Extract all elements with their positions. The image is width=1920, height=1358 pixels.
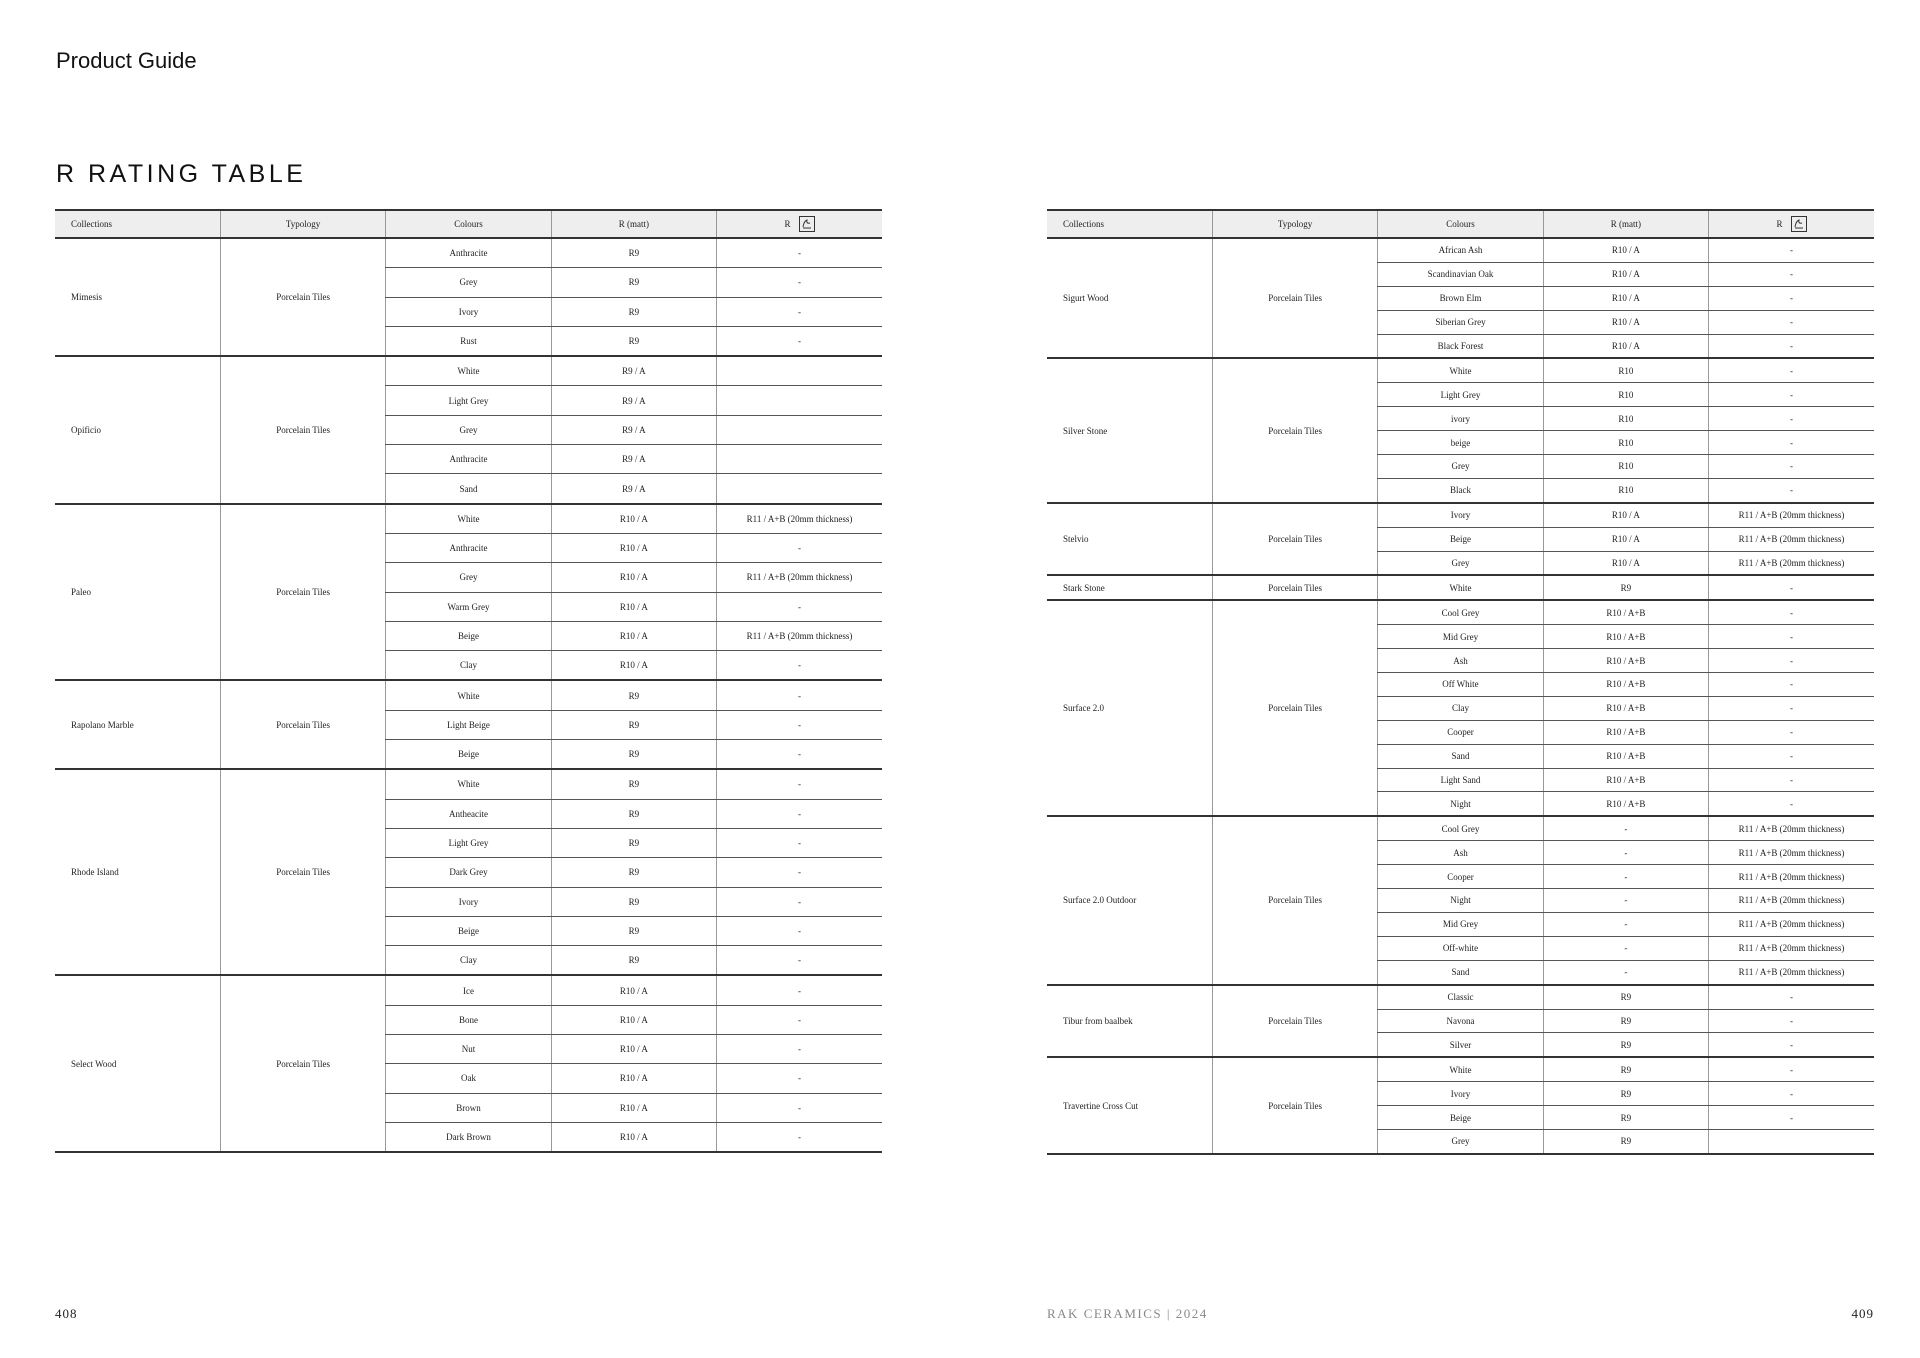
r-shield-cell: - (1709, 673, 1874, 697)
colour-cell: Ivory (386, 297, 551, 326)
r-matt-cell: R9 (551, 858, 716, 887)
typology: Porcelain Tiles (220, 356, 385, 503)
colour-cell: Classic (1378, 985, 1543, 1009)
r-matt-cell: - (1543, 912, 1708, 936)
r-matt-cell: R9 (1543, 1009, 1708, 1033)
r-matt-cell: R9 (1543, 1057, 1708, 1081)
collection-name: Tibur from baalbek (1047, 985, 1212, 1058)
r-shield-cell: - (1709, 696, 1874, 720)
r-shield-cell (717, 474, 882, 504)
r-shield-cell: R11 / A+B (20mm thickness) (1709, 889, 1874, 913)
r-matt-cell: R9 (551, 946, 716, 976)
r-shield-cell (717, 415, 882, 444)
r-matt-cell: R9 (551, 799, 716, 828)
r-matt-cell: R10 / A (551, 651, 716, 681)
r-rating-table-right (1047, 209, 1874, 1155)
r-shield-cell: R11 / A+B (20mm thickness) (717, 621, 882, 650)
r-shield-cell: R11 / A+B (20mm thickness) (1709, 960, 1874, 984)
r-matt-cell: R9 (1543, 1129, 1708, 1153)
r-matt-cell: R9 (1543, 575, 1708, 600)
r-matt-cell: R10 / A (551, 975, 716, 1005)
r-matt-cell: R9 / A (551, 474, 716, 504)
r-shield-cell: - (1709, 1033, 1874, 1057)
colour-cell: Silver (1378, 1033, 1543, 1057)
col-header-r-matt: R (matt) (1543, 210, 1708, 238)
colour-cell: Cooper (1378, 720, 1543, 744)
r-shield-cell: - (717, 828, 882, 857)
colour-cell: Beige (386, 916, 551, 945)
r-shield-cell (717, 356, 882, 386)
r-shield-cell: - (1709, 575, 1874, 600)
colour-cell: White (386, 769, 551, 799)
r-matt-cell: R9 (551, 326, 716, 356)
r-matt-cell: R10 (1543, 455, 1708, 479)
r-shield-cell: - (717, 651, 882, 681)
r-shield-cell: - (1709, 286, 1874, 310)
table-row (55, 504, 882, 534)
colour-cell: Light Beige (386, 710, 551, 739)
r-shield-cell: - (717, 946, 882, 976)
colour-cell: Beige (386, 740, 551, 770)
r-matt-cell: - (1543, 816, 1708, 840)
r-matt-cell: R10 / A (551, 533, 716, 562)
r-shield-cell: - (717, 1035, 882, 1064)
r-matt-cell: R10 / A (1543, 286, 1708, 310)
r-matt-cell: - (1543, 841, 1708, 865)
col-header-collections: Collections (1047, 210, 1212, 238)
colour-cell: Beige (1378, 527, 1543, 551)
colour-cell: Grey (1378, 551, 1543, 575)
r-shield-cell: - (1709, 238, 1874, 262)
r-matt-cell: R9 (1543, 985, 1708, 1009)
r-shield-cell: - (1709, 744, 1874, 768)
r-shield-cell: R11 / A+B (20mm thickness) (1709, 912, 1874, 936)
r-shield-cell: R11 / A+B (20mm thickness) (1709, 936, 1874, 960)
r-shield-cell: - (1709, 383, 1874, 407)
r-matt-cell: R9 (551, 680, 716, 710)
collection-name: Rapolano Marble (55, 680, 220, 769)
r-matt-cell: R10 / A+B (1543, 625, 1708, 649)
r-matt-cell: R10 / A (551, 563, 716, 592)
r-matt-cell: R10 / A (551, 621, 716, 650)
r-matt-cell: R10 / A (551, 1093, 716, 1122)
r-shield-cell (717, 386, 882, 415)
colour-cell: Ash (1378, 649, 1543, 673)
r-matt-cell: R10 / A (551, 592, 716, 621)
r-matt-cell: R10 / A+B (1543, 600, 1708, 624)
collection-name: Sigurt Wood (1047, 238, 1212, 358)
colour-cell: Cool Grey (1378, 816, 1543, 840)
r-shield-cell: - (717, 1093, 882, 1122)
r-matt-cell: R9 (1543, 1106, 1708, 1130)
footer-brand: RAK CERAMICS | 2024 (1047, 1306, 1208, 1321)
colour-cell: Black Forest (1378, 334, 1543, 358)
r-matt-cell: R10 / A+B (1543, 792, 1708, 816)
colour-cell: Light Sand (1378, 768, 1543, 792)
r-shield-cell: - (717, 858, 882, 887)
colour-cell: Anthracite (386, 533, 551, 562)
r-matt-cell: R10 / A+B (1543, 696, 1708, 720)
r-shield-cell: - (1709, 649, 1874, 673)
r-matt-cell: R9 (551, 297, 716, 326)
col-header-colours: Colours (386, 210, 551, 238)
r-matt-cell: R10 (1543, 407, 1708, 431)
colour-cell: Mid Grey (1378, 912, 1543, 936)
colour-cell: Ivory (386, 887, 551, 916)
colour-cell: Mid Grey (1378, 625, 1543, 649)
col-header-r-matt: R (matt) (551, 210, 716, 238)
collection-name: Opificio (55, 356, 220, 503)
r-matt-cell: R10 / A (1543, 527, 1708, 551)
colour-cell: White (1378, 575, 1543, 600)
r-matt-cell: R10 / A (1543, 551, 1708, 575)
collection-name: Surface 2.0 Outdoor (1047, 816, 1212, 984)
collection-name: Stelvio (1047, 503, 1212, 576)
colour-cell: Grey (386, 415, 551, 444)
r-shield-cell: - (1709, 334, 1874, 358)
r-shield-cell: - (1709, 625, 1874, 649)
colour-cell: Brown Elm (1378, 286, 1543, 310)
r-shield-cell: R11 / A+B (20mm thickness) (1709, 816, 1874, 840)
r-shield-cell: - (1709, 358, 1874, 382)
r-matt-cell: R10 / A (1543, 503, 1708, 527)
colour-cell: Scandinavian Oak (1378, 262, 1543, 286)
r-rating-table-left (55, 209, 882, 1153)
r-shield-cell: - (1709, 407, 1874, 431)
r-shield-cell: R11 / A+B (20mm thickness) (1709, 503, 1874, 527)
r-matt-cell: R10 / A+B (1543, 720, 1708, 744)
colour-cell: Off White (1378, 673, 1543, 697)
r-shield-cell: - (717, 975, 882, 1005)
table-row (1047, 503, 1874, 527)
colour-cell: Cool Grey (1378, 600, 1543, 624)
table-row (1047, 600, 1874, 624)
typology: Porcelain Tiles (1212, 503, 1377, 576)
r-matt-cell: R10 / A+B (1543, 768, 1708, 792)
r-matt-cell: R10 / A (1543, 238, 1708, 262)
r-matt-cell: R9 (551, 828, 716, 857)
r-matt-cell: R9 (551, 268, 716, 297)
colour-cell: Ash (1378, 841, 1543, 865)
r-shield-cell: - (1709, 1057, 1874, 1081)
table-row (1047, 358, 1874, 382)
colour-cell: Clay (386, 946, 551, 976)
r-shield-cell: - (1709, 792, 1874, 816)
r-shield-cell: - (1709, 310, 1874, 334)
r-shield-cell: R11 / A+B (20mm thickness) (1709, 841, 1874, 865)
typology: Porcelain Tiles (1212, 1057, 1377, 1154)
colour-cell: Ice (386, 975, 551, 1005)
col-header-r-shield (1709, 210, 1874, 238)
r-shield-cell: R11 / A+B (20mm thickness) (717, 563, 882, 592)
r-matt-cell: R9 (551, 710, 716, 739)
colour-cell: Grey (1378, 1129, 1543, 1153)
r-shield-cell: - (717, 326, 882, 356)
colour-cell: Ivory (1378, 1082, 1543, 1106)
r-shield-cell: R11 / A+B (20mm thickness) (1709, 865, 1874, 889)
r-shield-cell: R11 / A+B (20mm thickness) (1709, 527, 1874, 551)
r-matt-cell: R10 / A+B (1543, 673, 1708, 697)
typology: Porcelain Tiles (220, 680, 385, 769)
r-matt-cell: R10 / A (551, 1005, 716, 1034)
colour-cell: Sand (386, 474, 551, 504)
r-matt-cell: R10 / A (551, 1122, 716, 1152)
colour-cell: Off-white (1378, 936, 1543, 960)
table-row (55, 680, 882, 710)
table-row (55, 975, 882, 1005)
colour-cell: Anthracite (386, 238, 551, 268)
r-matt-cell: - (1543, 889, 1708, 913)
r-matt-cell: R9 (551, 769, 716, 799)
colour-cell: Siberian Grey (1378, 310, 1543, 334)
r-shield-cell: R11 / A+B (20mm thickness) (717, 504, 882, 534)
r-shield-cell: - (1709, 600, 1874, 624)
table-row (55, 238, 882, 268)
colour-cell: Grey (386, 563, 551, 592)
r-shield-cell: - (1709, 768, 1874, 792)
colour-cell: Sand (1378, 744, 1543, 768)
r-matt-cell: R10 / A (1543, 262, 1708, 286)
r-shield-cell (1709, 1129, 1874, 1153)
page-number-left: 408 (55, 1306, 78, 1321)
section-title: R RATING TABLE (56, 160, 307, 188)
typology: Porcelain Tiles (1212, 238, 1377, 358)
colour-cell: Antheacite (386, 799, 551, 828)
r-matt-cell: - (1543, 936, 1708, 960)
typology: Porcelain Tiles (220, 769, 385, 975)
colour-cell: African Ash (1378, 238, 1543, 262)
table-row (1047, 1057, 1874, 1081)
r-shield-cell: - (717, 769, 882, 799)
typology: Porcelain Tiles (220, 504, 385, 681)
r-shield-cell: - (1709, 262, 1874, 286)
collection-name: Surface 2.0 (1047, 600, 1212, 816)
colour-cell: White (386, 356, 551, 386)
r-matt-cell: R9 / A (551, 356, 716, 386)
r-shield-cell: - (717, 680, 882, 710)
collection-name: Paleo (55, 504, 220, 681)
colour-cell: White (386, 680, 551, 710)
page-number-right: 409 (1851, 1306, 1874, 1321)
r-matt-cell: R10 (1543, 478, 1708, 502)
table-row (55, 356, 882, 386)
collection-name: Stark Stone (1047, 575, 1212, 600)
colour-cell: Dark Brown (386, 1122, 551, 1152)
r-shield-cell: - (1709, 1106, 1874, 1130)
col-header-collections: Collections (55, 210, 220, 238)
colour-cell: Grey (386, 268, 551, 297)
collection-name: Select Wood (55, 975, 220, 1152)
r-matt-cell: R9 (1543, 1082, 1708, 1106)
table-header-row (55, 210, 882, 238)
table-row (1047, 575, 1874, 600)
table-row (1047, 238, 1874, 262)
colour-cell: Warm Grey (386, 592, 551, 621)
colour-cell: Anthracite (386, 445, 551, 474)
r-shield-cell (717, 445, 882, 474)
col-header-colours: Colours (1378, 210, 1543, 238)
colour-cell: Clay (386, 651, 551, 681)
colour-cell: Ivory (1378, 503, 1543, 527)
colour-cell: Oak (386, 1064, 551, 1093)
r-shield-cell: - (717, 533, 882, 562)
r-shield-cell: - (1709, 478, 1874, 502)
colour-cell: Light Grey (386, 828, 551, 857)
typology: Porcelain Tiles (220, 238, 385, 356)
r-shield-cell: - (717, 1122, 882, 1152)
colour-cell: beige (1378, 431, 1543, 455)
colour-cell: Dark Grey (386, 858, 551, 887)
typology: Porcelain Tiles (1212, 575, 1377, 600)
slip-resistance-shield-icon (1791, 216, 1807, 232)
r-matt-cell: R9 (551, 740, 716, 770)
colour-cell: ivory (1378, 407, 1543, 431)
r-matt-cell: R10 / A+B (1543, 744, 1708, 768)
r-matt-cell: R9 / A (551, 445, 716, 474)
typology: Porcelain Tiles (220, 975, 385, 1152)
typology: Porcelain Tiles (1212, 985, 1377, 1058)
r-shield-cell: - (717, 268, 882, 297)
r-shield-cell: - (717, 1064, 882, 1093)
collection-name: Silver Stone (1047, 358, 1212, 502)
r-matt-cell: R9 / A (551, 415, 716, 444)
r-matt-cell: R10 (1543, 358, 1708, 382)
r-shield-cell: - (717, 916, 882, 945)
r-shield-cell: - (1709, 455, 1874, 479)
colour-cell: Beige (1378, 1106, 1543, 1130)
colour-cell: Light Grey (1378, 383, 1543, 407)
collection-name: Mimesis (55, 238, 220, 356)
colour-cell: Rust (386, 326, 551, 356)
colour-cell: Cooper (1378, 865, 1543, 889)
colour-cell: White (386, 504, 551, 534)
colour-cell: Navona (1378, 1009, 1543, 1033)
r-shield-cell: - (717, 887, 882, 916)
r-shield-cell: - (717, 1005, 882, 1034)
r-shield-cell: - (717, 592, 882, 621)
r-shield-cell: - (1709, 985, 1874, 1009)
collection-name: Travertine Cross Cut (1047, 1057, 1212, 1154)
header-title: Product Guide (56, 48, 197, 73)
r-shield-cell: R11 / A+B (20mm thickness) (1709, 551, 1874, 575)
r-shield-cell: - (717, 238, 882, 268)
r-shield-cell: - (1709, 1082, 1874, 1106)
r-matt-cell: R9 (551, 238, 716, 268)
slip-resistance-shield-icon (799, 216, 815, 232)
r-matt-cell: - (1543, 960, 1708, 984)
r-matt-cell: R9 (1543, 1033, 1708, 1057)
colour-cell: Light Grey (386, 386, 551, 415)
colour-cell: Sand (1378, 960, 1543, 984)
r-matt-cell: R10 / A (551, 1064, 716, 1093)
colour-cell: Bone (386, 1005, 551, 1034)
r-matt-cell: R10 (1543, 383, 1708, 407)
colour-cell: Nut (386, 1035, 551, 1064)
colour-cell: Clay (1378, 696, 1543, 720)
colour-cell: Grey (1378, 455, 1543, 479)
r-matt-cell: R10 / A (1543, 310, 1708, 334)
r-shield-cell: - (1709, 720, 1874, 744)
col-header-typology: Typology (1212, 210, 1377, 238)
r-shield-cell: - (1709, 431, 1874, 455)
r-shield-cell: - (717, 740, 882, 770)
typology: Porcelain Tiles (1212, 358, 1377, 502)
r-matt-cell: R10 / A (551, 504, 716, 534)
r-matt-cell: R10 / A (551, 1035, 716, 1064)
r-matt-cell: R9 / A (551, 386, 716, 415)
r-matt-cell: R10 / A+B (1543, 649, 1708, 673)
typology: Porcelain Tiles (1212, 600, 1377, 816)
table-header-row (1047, 210, 1874, 238)
table-row (55, 769, 882, 799)
collection-name: Rhode Island (55, 769, 220, 975)
colour-cell: White (1378, 1057, 1543, 1081)
table-row (1047, 816, 1874, 840)
r-matt-cell: R10 (1543, 431, 1708, 455)
r-matt-cell: R9 (551, 916, 716, 945)
r-matt-cell: R10 / A (1543, 334, 1708, 358)
r-matt-cell: R9 (551, 887, 716, 916)
col-header-r-label: R (1776, 219, 1783, 229)
table-row (1047, 985, 1874, 1009)
r-shield-cell: - (717, 799, 882, 828)
colour-cell: Beige (386, 621, 551, 650)
colour-cell: White (1378, 358, 1543, 382)
r-shield-cell: - (717, 297, 882, 326)
r-shield-cell: - (717, 710, 882, 739)
colour-cell: Night (1378, 889, 1543, 913)
colour-cell: Night (1378, 792, 1543, 816)
col-header-r-label: R (784, 219, 791, 229)
col-header-typology: Typology (220, 210, 385, 238)
r-shield-cell: - (1709, 1009, 1874, 1033)
colour-cell: Brown (386, 1093, 551, 1122)
r-matt-cell: - (1543, 865, 1708, 889)
colour-cell: Black (1378, 478, 1543, 502)
col-header-r-shield (717, 210, 882, 238)
typology: Porcelain Tiles (1212, 816, 1377, 984)
